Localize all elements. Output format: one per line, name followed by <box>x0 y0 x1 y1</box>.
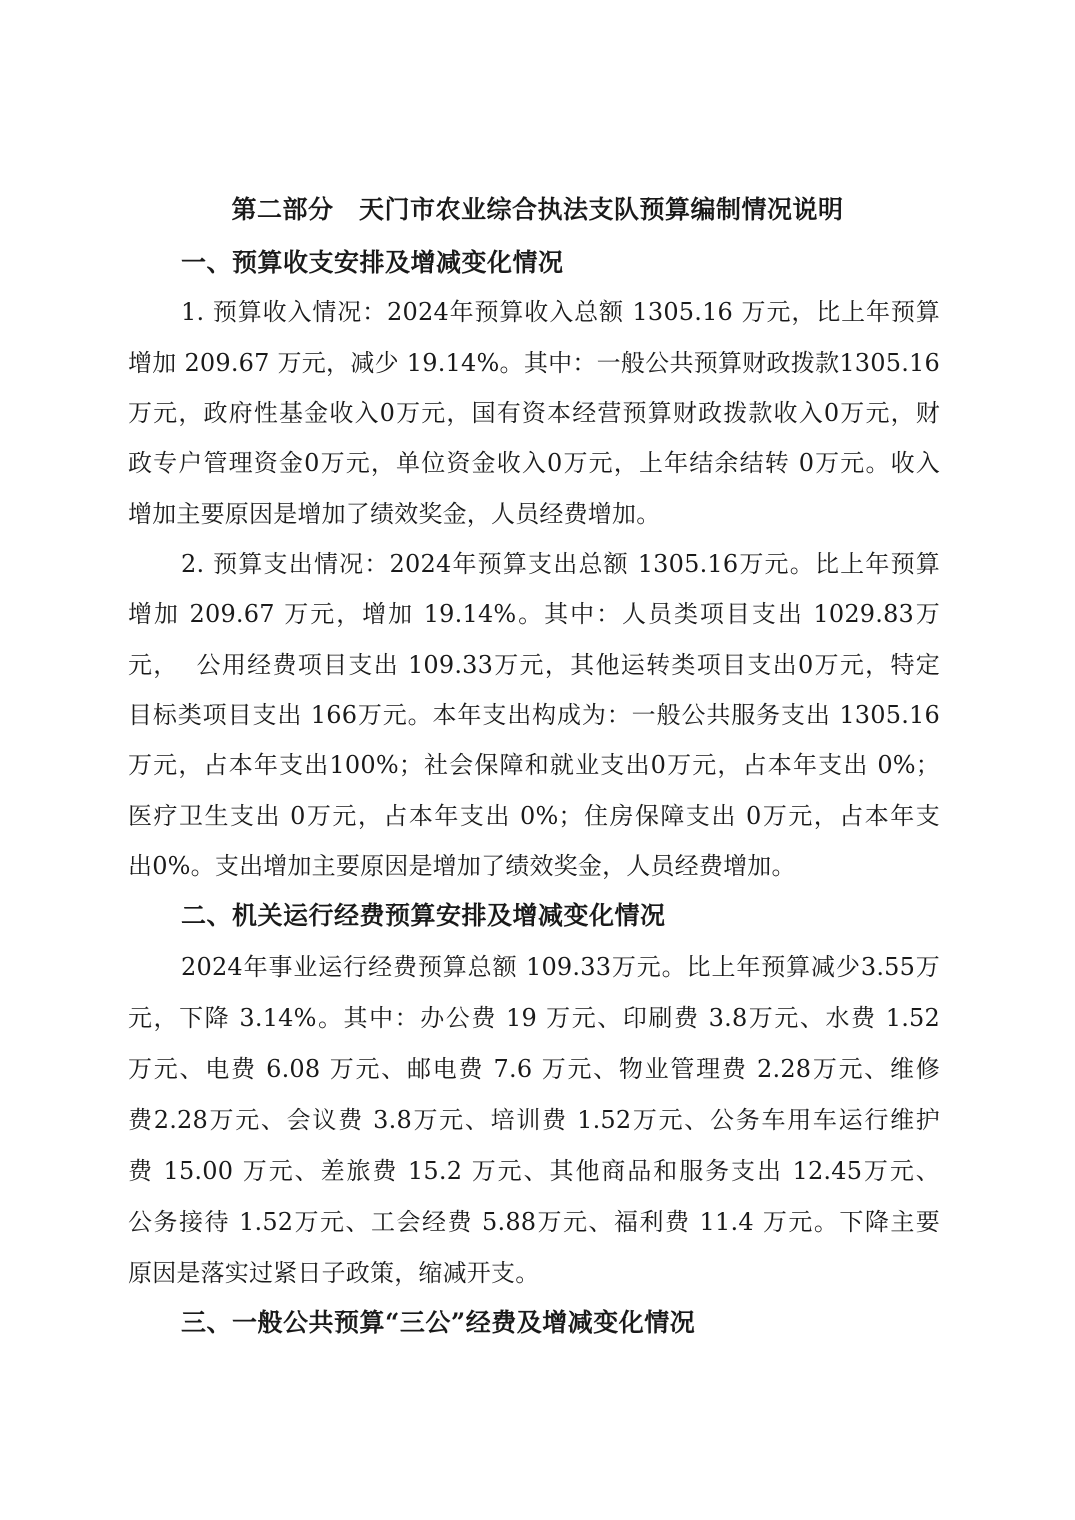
paragraph-line: 万元、电费 6.08 万元、邮电费 7.6 万元、物业管理费 2.28万元、维修 <box>128 1055 940 1083</box>
paragraph-line: 增加 209.67 万元，增加 19.14%。其中：人员类项目支出 1029.83万 <box>128 600 940 628</box>
paragraph-line: 万元，政府性基金收入0万元，国有资本经营预算财政拨款收入0万元，财 <box>128 399 940 427</box>
paragraph-line: 万元，占本年支出100%；社会保障和就业支出0万元，占本年支出 0%； <box>128 751 940 779</box>
paragraph-line: 费2.28万元、会议费 3.8万元、培训费 1.52万元、公务车用车运行维护 <box>128 1106 940 1134</box>
paragraph-line: 目标类项目支出 166万元。本年支出构成为：一般公共服务支出 1305.16 <box>128 701 940 729</box>
paragraph-line: 公务接待 1.52万元、工会经费 5.88万元、福利费 11.4 万元。下降主要 <box>128 1208 940 1236</box>
paragraph-line: 原因是落实过紧日子政策，缩减开支。 <box>128 1259 540 1287</box>
paragraph-line: 元， 公用经费项目支出 109.33万元，其他运转类项目支出0万元，特定 <box>128 651 940 679</box>
section-heading-1: 一、预算收支安排及增减变化情况 <box>181 248 564 277</box>
paragraph-line: 2024年事业运行经费预算总额 109.33万元。比上年预算减少3.55万 <box>181 953 940 981</box>
paragraph-line: 政专户管理资金0万元，单位资金收入0万元，上年结余结转 0万元。收入 <box>128 449 940 477</box>
section-heading-3: 三、一般公共预算“三公”经费及增减变化情况 <box>181 1308 696 1337</box>
paragraph-line: 元，下降 3.14%。其中：办公费 19 万元、印刷费 3.8万元、水费 1.52 <box>128 1004 940 1032</box>
paragraph-line: 医疗卫生支出 0万元，占本年支出 0%；住房保障支出 0万元，占本年支 <box>128 802 940 830</box>
document-title: 第二部分 天门市农业综合执法支队预算编制情况说明 <box>231 195 844 224</box>
paragraph-line: 出0%。支出增加主要原因是增加了绩效奖金，人员经费增加。 <box>128 852 796 880</box>
paragraph-line: 2. 预算支出情况：2024年预算支出总额 1305.16万元。比上年预算 <box>181 550 940 578</box>
paragraph-line: 1. 预算收入情况：2024年预算收入总额 1305.16 万元，比上年预算 <box>181 298 940 326</box>
paragraph-line: 增加主要原因是增加了绩效奖金，人员经费增加。 <box>128 500 661 528</box>
section-heading-2: 二、机关运行经费预算安排及增减变化情况 <box>181 901 666 930</box>
paragraph-line: 费 15.00 万元、差旅费 15.2 万元、其他商品和服务支出 12.45万元、 <box>128 1157 940 1185</box>
paragraph-line: 增加 209.67 万元，减少 19.14%。其中：一般公共预算财政拨款1305.16 <box>128 349 940 377</box>
